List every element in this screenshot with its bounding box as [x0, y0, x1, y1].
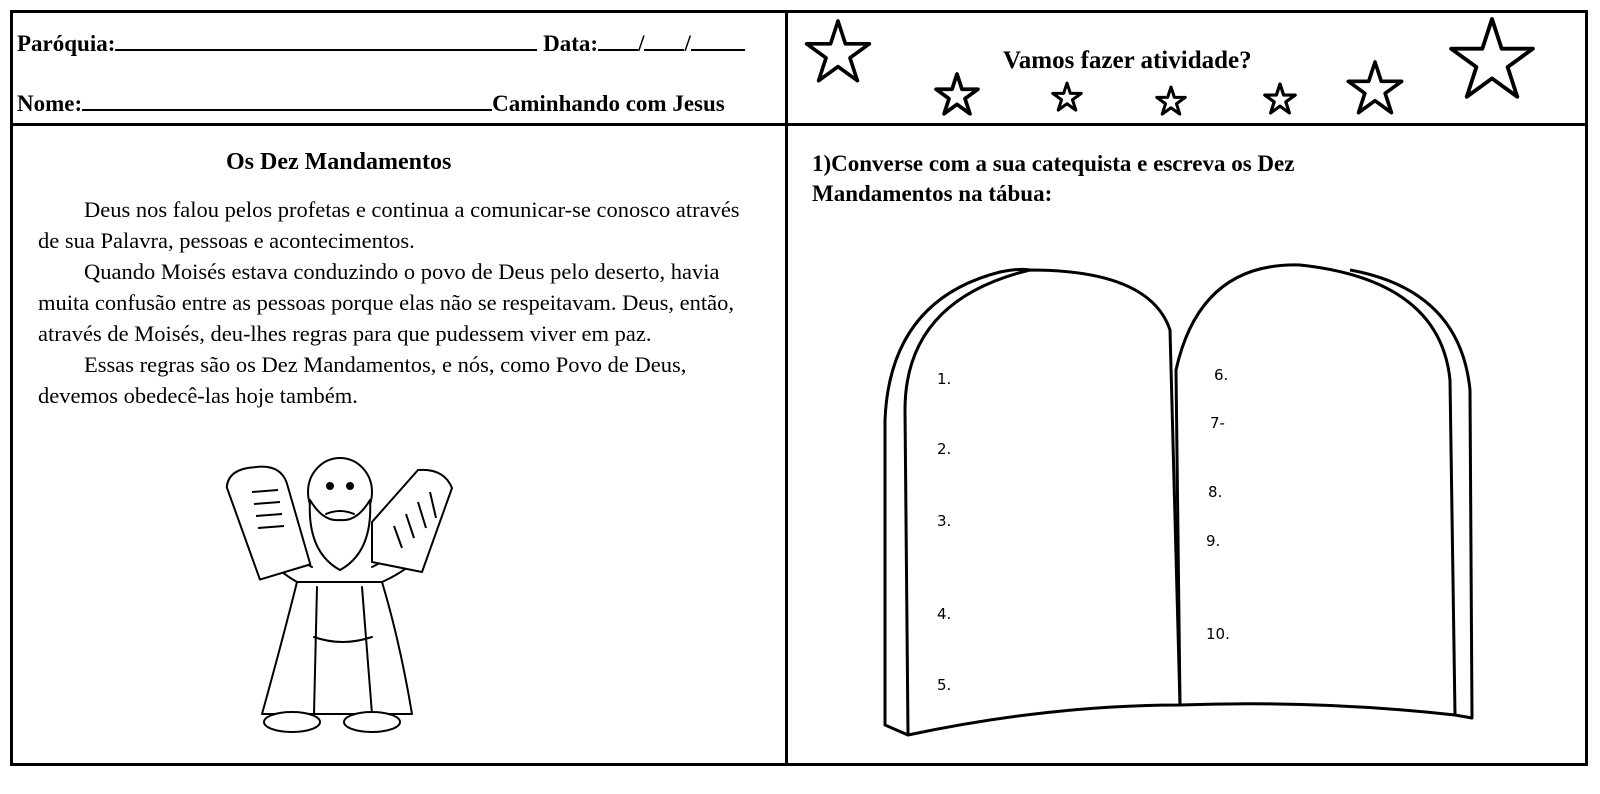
commandment-number: 6.: [1214, 366, 1229, 384]
commandment-number: 3.: [937, 512, 952, 530]
date-label: Data:: [543, 31, 599, 56]
commandment-number: 9.: [1206, 532, 1221, 550]
date-separator: /: [684, 31, 691, 56]
name-label: Nome:: [17, 91, 83, 116]
paragraph: Essas regras são os Dez Mandamentos, e nós, como Povo de Deus, devemos obedecê-las hoje também.: [38, 352, 687, 408]
activity-title: Vamos fazer atividade?: [1003, 47, 1252, 74]
paragraph: Quando Moisés estava conduzindo o povo de Deus pelo deserto, havia muita confusão entre as pessoas porque elas não se respeitavam. Deus, então, através de Moisés, deu-lhes regras para que pudessem viver em paz.: [38, 259, 735, 346]
section-title: Os Dez Mandamentos: [226, 149, 452, 175]
commandment-number: 2.: [937, 440, 952, 458]
commandment-number: 4.: [937, 605, 952, 623]
commandment-number: 1.: [937, 370, 952, 388]
commandment-number: 5.: [937, 676, 952, 694]
paragraph: Deus nos falou pelos profetas e continua a comunicar-se conosco através de sua Palavra, pessoas e acontecimentos.: [38, 197, 740, 253]
commandment-number: 10.: [1206, 625, 1230, 643]
subtitle: Caminhando com Jesus: [492, 91, 725, 116]
commandment-number: 8.: [1208, 483, 1223, 501]
parish-label: Paróquia:: [17, 31, 116, 56]
question-text: 1)Converse com a sua catequista e escreva os Dez Mandamentos na tábua:: [812, 151, 1295, 206]
date-separator: /: [638, 31, 645, 56]
commandment-number: 7-: [1210, 414, 1225, 432]
